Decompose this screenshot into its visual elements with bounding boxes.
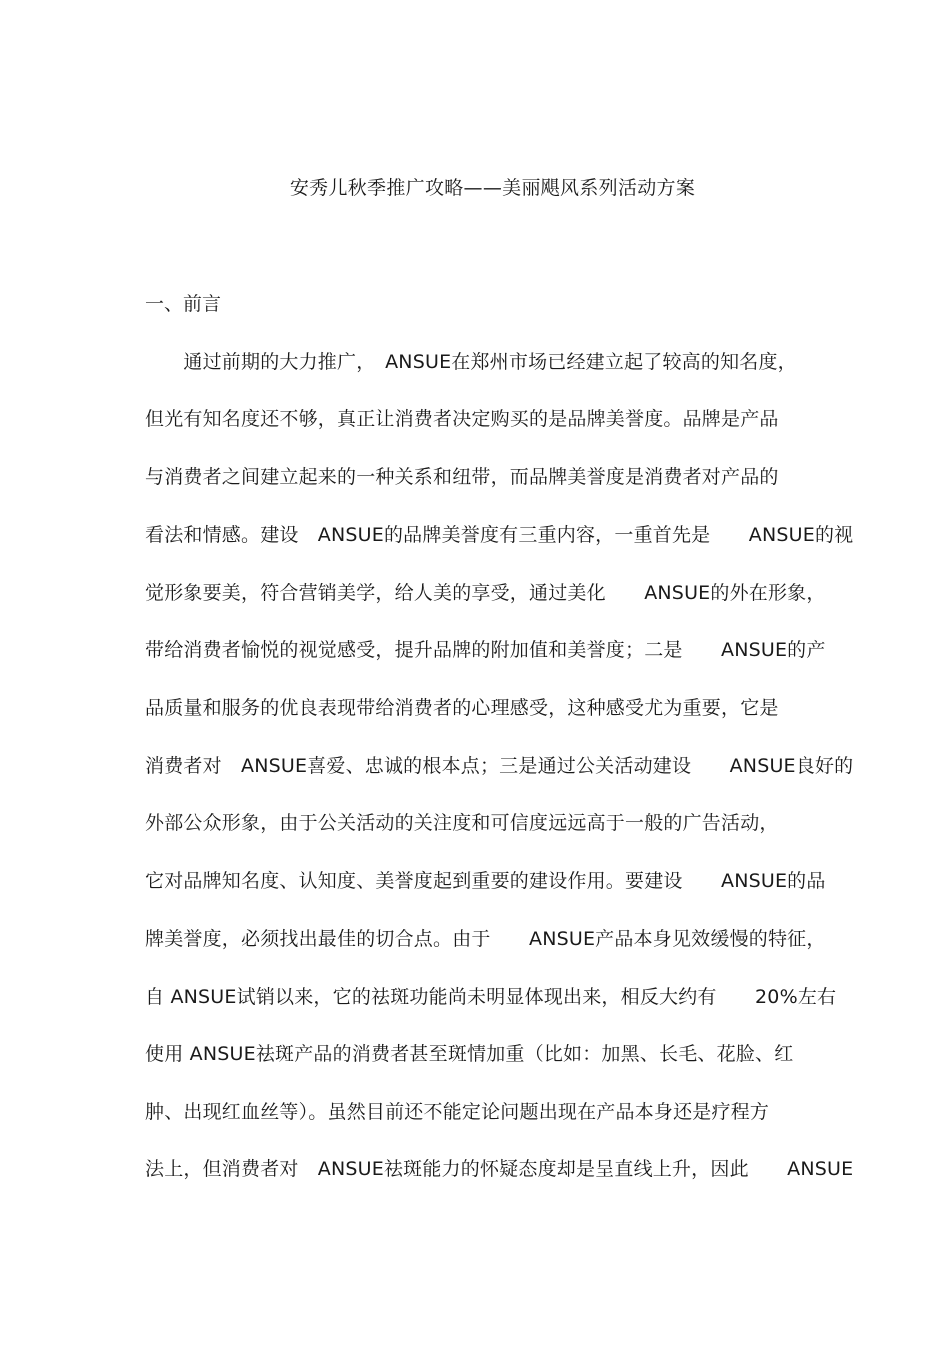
- paragraph-line: 自 ANSUE试销以来，它的祛斑功能尚未明显体现出来，相反大约有 20%左右: [145, 986, 837, 1008]
- paragraph-line: 肿、出现红血丝等）。虽然目前还不能定论问题出现在产品本身还是疗程方: [145, 1101, 770, 1123]
- paragraph-line: 使用 ANSUE祛斑产品的消费者甚至斑情加重（比如：加黑、长毛、花脸、红: [145, 1043, 794, 1065]
- document-title: 安秀儿秋季推广攻略——美丽飓风系列活动方案: [289, 177, 696, 199]
- paragraph-line: 法上，但消费者对 ANSUE祛斑能力的怀疑态度却是呈直线上升，因此 ANSUE: [145, 1158, 854, 1180]
- paragraph-line: 带给消费者愉悦的视觉感受，提升品牌的附加值和美誉度；二是 ANSUE的产: [145, 639, 826, 661]
- paragraph-line: 看法和情感。建设 ANSUE的品牌美誉度有三重内容，一重首先是 ANSUE的视: [145, 524, 854, 546]
- section-heading: 一、前言: [145, 293, 222, 315]
- paragraph-line: 通过前期的大力推广， ANSUE在郑州市场已经建立起了较高的知名度，: [145, 351, 797, 373]
- paragraph-line: 与消费者之间建立起来的一种关系和纽带，而品牌美誉度是消费者对产品的: [145, 466, 779, 488]
- paragraph-line: 但光有知名度还不够，真正让消费者决定购买的是品牌美誉度。品牌是产品: [145, 408, 779, 430]
- paragraph-line: 它对品牌知名度、认知度、美誉度起到重要的建设作用。要建设 ANSUE的品: [145, 870, 826, 892]
- paragraph-line: 消费者对 ANSUE喜爱、忠诚的根本点；三是通过公关活动建设 ANSUE良好的: [145, 755, 854, 777]
- paragraph-line: 外部公众形象，由于公关活动的关注度和可信度远远高于一般的广告活动，: [145, 812, 779, 834]
- paragraph-line: 觉形象要美，符合营销美学，给人美的享受，通过美化 ANSUE的外在形象，: [145, 582, 826, 604]
- paragraph-line: 品质量和服务的优良表现带给消费者的心理感受，这种感受尤为重要，它是: [145, 697, 779, 719]
- paragraph-line: 牌美誉度，必须找出最佳的切合点。由于 ANSUE产品本身见效缓慢的特征，: [145, 928, 826, 950]
